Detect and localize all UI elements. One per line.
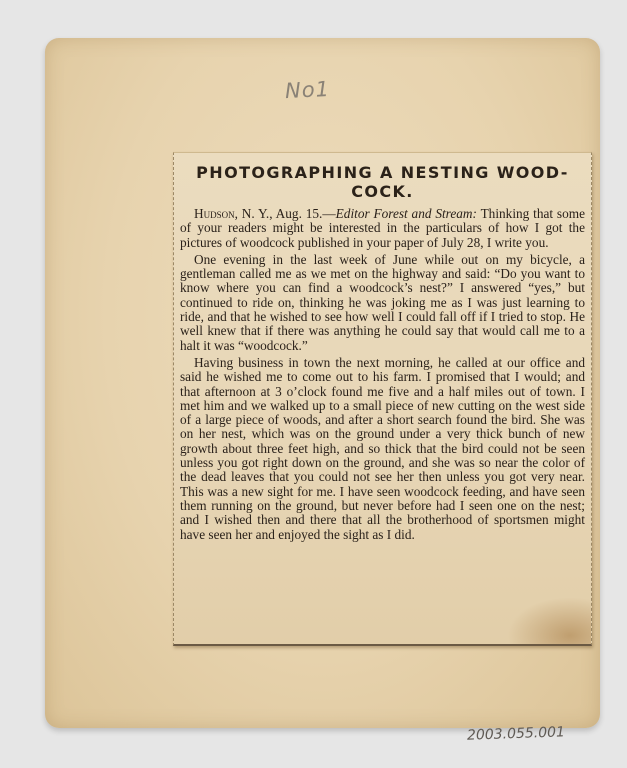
article-headline: PHOTOGRAPHING A NESTING WOOD-COCK.	[196, 163, 569, 201]
article-paragraph-2: One evening in the last week of June while out on my bicycle, a gentleman called me as we met on the highway and said: “Do you want to know where you can find a woodcock’s nest?” I answered “yes,” but continued to ride on, thinking he was joking me as I was just learning to ride, and that he wished to see how well I could fall off if I tried to stop. He well knew that if there was anything he could say that would call me to a halt it was “woodcock.”	[180, 251, 585, 353]
paragraph-1-text: Thinking that some of your readers might be interested in the particulars of how I got the pictures of woodcock published in your paper of July 28, I write you.	[180, 206, 585, 250]
dateline-date: , N. Y., Aug. 15.—	[234, 206, 336, 221]
article-paragraph-3: Having business in town the next morning, he called at our office and said he wished me to come out to his farm. I promised that I would; and that afternoon at 3 o’clock found me five and a half miles out of town. I met him and we walked up to a small piece of new cutting on the west side of a large piece of woods, and after a short search found the bird. She was on her nest, which was on the ground under a very thick bunch of new growth about three feet high, and so thick that the bird could not be seen unless you got right down on the ground, and she was so near the color of the dead leaves that you could not see her then unless you got very near. This was a new sight for me. I have seen woodcock feeding, and have seen them running on the ground, but never before had I seen one on the nest; and I wished then and there that all the brotherhood of sportsmen might have seen her and enjoyed the sight as I did.	[180, 354, 585, 542]
dateline-place: Hudson	[194, 206, 235, 221]
article-body	[180, 207, 585, 542]
article-paragraph-1	[180, 207, 585, 250]
newspaper-clipping	[173, 152, 592, 646]
catalog-number: 2003.055.001	[466, 724, 566, 744]
dateline-editor: Editor Forest and Stream:	[335, 206, 477, 221]
handwritten-number: No1	[284, 76, 331, 104]
mount-card	[45, 38, 600, 744]
